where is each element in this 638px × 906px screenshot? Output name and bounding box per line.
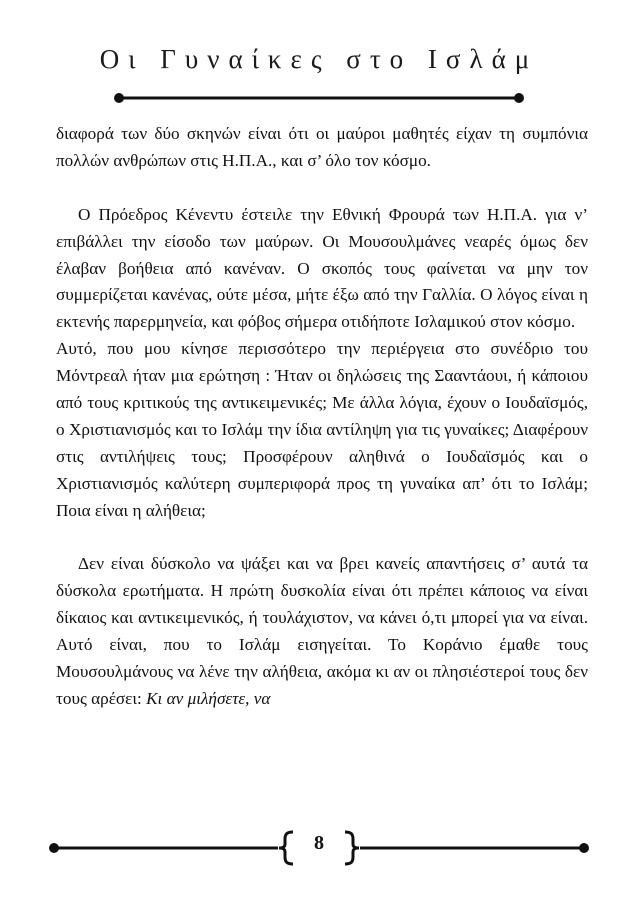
paragraph-1: διαφορά των δύο σκηνών είναι ότι οι μαύροι μαθητές είχαν τη συμπόνια πολλών ανθρώπων στις Η.Π.Α., και σ’ όλο τον κόσμο. [56,124,588,170]
paragraph-4-text: Δεν είναι δύσκολο να ψάξει και να βρει κανείς απαντήσεις σ’ αυτά τα δύσκολα ερωτήματα. Η πρώτη δυσκολία είναι ότι πρέπει κάποιος να είναι δίκαιος και αντικειμενικός, ή τουλάχιστον, να κάνει ό,τι μπορεί για να είναι. Αυτό είναι, που το Ισλάμ εισηγείται. Το Κοράνιο έμαθε τους Μουσουλμάνους να λένε την αλήθεια, ακόμα κι αν οι πλησιέστεροί τους δεν τους αρέσει: [56,554,588,708]
page-header-title: Οι Γυναίκες στο Ισλάμ [99,44,539,74]
paragraph-4 [56,551,588,712]
paragraph-3: Αυτό, που μου κίνησε περισσότερο την περιέργεια στο συνέδριο του Μόντρεαλ ήταν μια ερώτηση : Ήταν οι δηλώσεις της Σααντάουι, ή κάποιου από τους κριτικούς της αντικειμενικές; Με άλλα λόγια, έχουν ο Ιουδαϊσμός, ο Χριστιανισμός και το Ισλάμ την ίδια αντίληψη για τις γυναίκες; Διαφέρουν στις αντιλήψεις τους; Προσφέρουν αληθινά ο Ιουδαϊσμός και ο Χριστιανισμός καλύτερη συμπεριφορά προς τη γυναίκα απ’ ότι το Ισλάμ; Ποια είναι η αλήθεια; [56,339,588,520]
quran-quote: Κι αν μιλήσετε, να [146,689,271,708]
paragraph-2: Ο Πρόεδρος Κένεντυ έστειλε την Εθνική Φρουρά των Η.Π.Α. για ν’ επιβάλλει την είσοδο των μαύρων. Οι Μουσουλμάνες νεαρές όμως δεν έλαβαν βοήθεια από κανέναν. Ο σκοπός τους φαίνεται να μην τον συμμερίζεται κανένας, ούτε μέσα, μήτε έξω από την Γαλλία. Ο λόγος είναι η εκτενής παρερμηνεία, και φόβος σήμερα οτιδήποτε Ισλαμικού στον κόσμο. [56,204,588,332]
header-rule [0,88,638,108]
page-number: 8 [314,832,324,854]
body-text [56,121,588,713]
